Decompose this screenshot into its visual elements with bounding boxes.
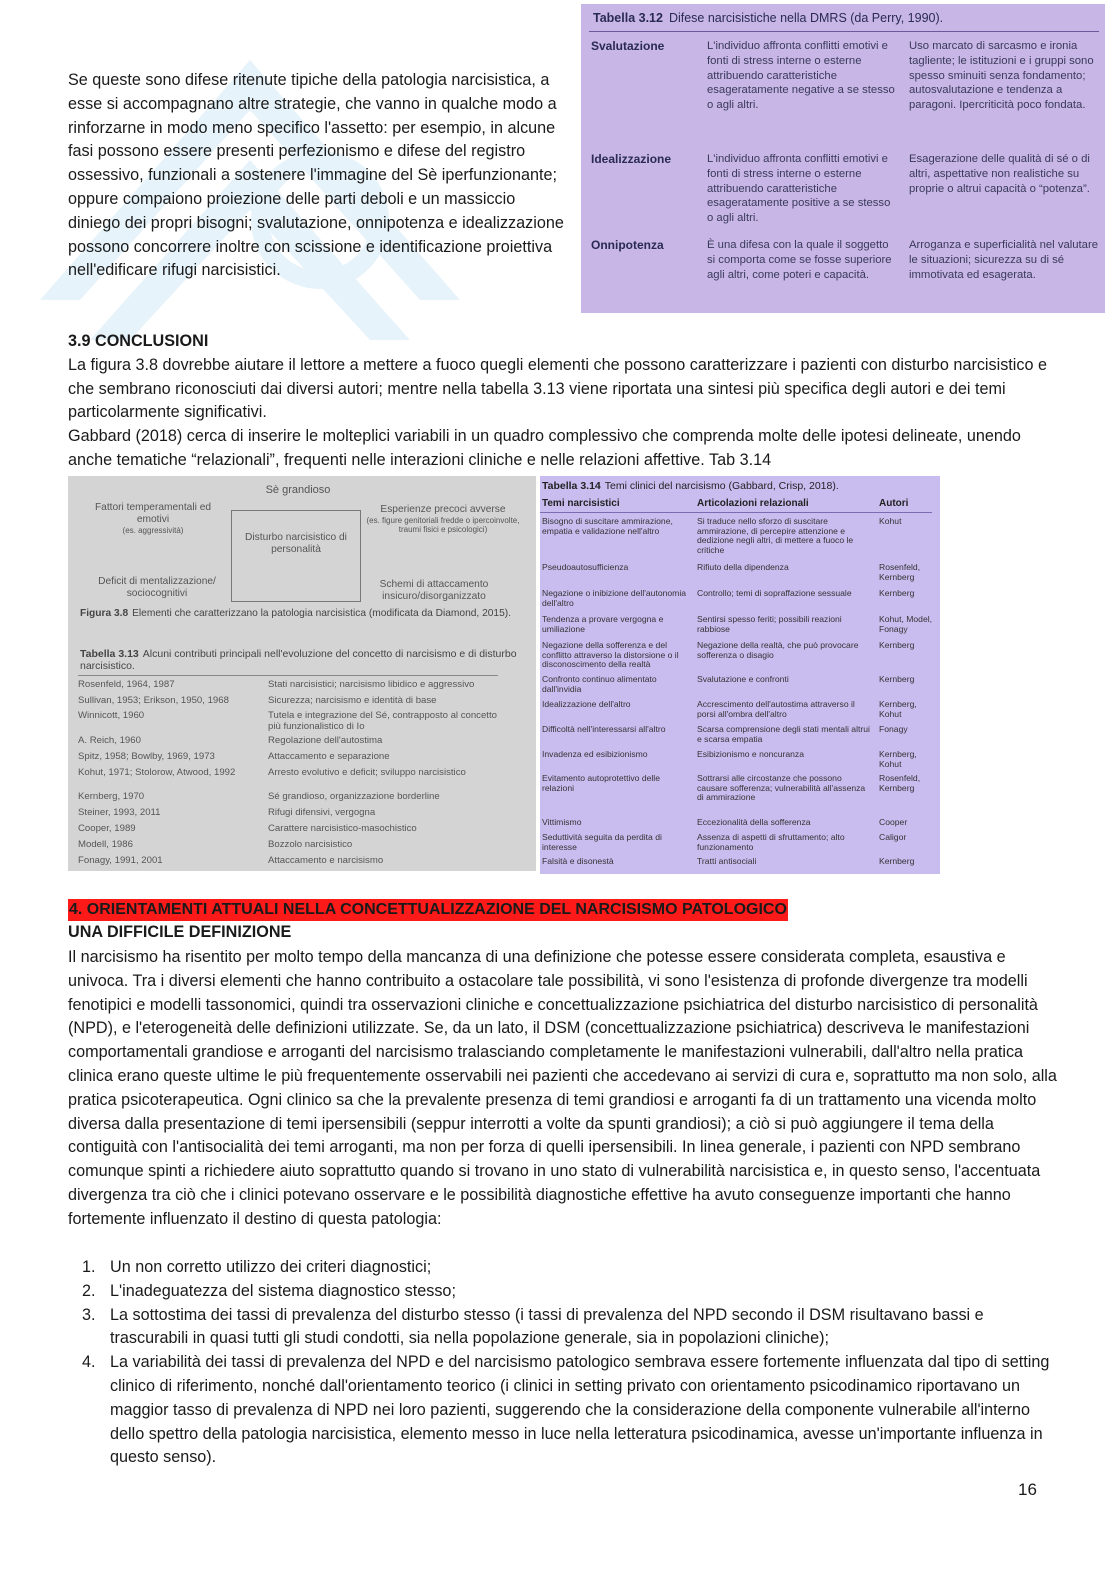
figure-caption: Figura 3.8 Elementi che caratterizzano la patologia narcisistica (modificata da Diamond, 2015). [80, 608, 511, 619]
table-3-13-title: Tabella 3.13 Alcuni contributi principali nell'evoluzione del concetto di narcisismo e di disturbo narcisistico. [80, 648, 517, 672]
section-paragraph: Gabbard (2018) cerca di inserire le molteplici variabili in un quadro complessivo che comprenda molte delle ipotesi delineate, unendo anche tematiche “relazionali”, frequenti nelle interazioni cliniche e nelle relazioni affettive. Tab 3.14 [68, 427, 1021, 469]
divider [589, 31, 1099, 32]
figure-3-8-photo: Sè grandioso Fattori temperamentali ed emotivi (es. aggressività) Disturbo narcisistico di personalità Esperienze precoci avverse (es. figure genitoriali fredde o ipercoinvolte, traumi fisici e psicologici) Deficit di mentalizzazione/ sociocognitivi Schemi di attaccamento insicuro/disorganizzato Figura 3.8 Elementi che caratterizzano la patologia narcisistica (modificata da Diamond, 2015). Tabella 3.13 Alcuni contributi principali nell'evoluzione del concetto di narcisismo e di disturbo narcisistico. Rosenfeld, 1964, 1987 Stati narcisistici; narcisismo libidico e aggressivo Sullivan, 1953; Erikson, 1950, 1968 Sicurezza; narcisismo e identità di base Winnicott, 1960 Tutela e integrazione del Sé, contrapposto al concetto più funzionalistico di Io A. Reich, 1960 Regolazione dell'autostima Spitz, 1958; Bowlby, 1969, 1973 Attaccamento e separazione Kohut, 1971; Stolorow, Atwood, 1992 Arresto evolutivo e deficit; sviluppo narcisistico Kernberg, 1970 Sé grandioso, organizzazione borderline Steiner, 1993, 2011 Rifugi difensivi, vergogna Cooper, 1989 Carattere narcisistico-masochistico Modell, 1986 Bozzolo narcisistico Fonagy, 1991, 2001 Attaccamento e narcisismo [68, 476, 536, 871]
chapter-title: 4. ORIENTAMENTI ATTUALI NELLA CONCETTUALIZZAZIONE DEL NARCISISMO PATOLOGICO [68, 899, 788, 921]
list-item: 3. La sottostima dei tassi di prevalenza del disturbo stesso (i tassi di prevalenza del NPD secondo il DSM risultavano bassi e trascurabili in quasi tutti gli studi condotti, sia nella popolazione generale, sia in popolazioni cliniche); [82, 1305, 984, 1348]
table-3-14-photo: Tabella 3.14 Temi clinici del narcisismo (Gabbard, Crisp, 2018). Temi narcisistici Articolazioni relazionali Autori Bisogno di suscitare ammirazione, empatia e validazione nell'altro Si traduce nello sforzo di suscitare ammirazione, di percepire attenzione e dedizione negli altri, di mettere a fuoco le critiche Kohut Pseudoautosufficienza Rifiuto della dipendenza Rosenfeld, Kernberg Negazione o inibizione dell'autonomia dell'altro Controllo; temi di sopraffazione sessuale Kernberg Tendenza a provare vergogna e umiliazione Sentirsi spesso feriti; possibili reazioni rabbiose Kohut, Model, Fonagy Negazione della sofferenza e del conflitto attraverso la distorsione o il disconoscimento della realtà Negazione della realtà, che può provocare sofferenza o disagio Kernberg Confronto continuo alimentato dall'invidia Svalutazione e confronti Kernberg Idealizzazione dell'altro Accrescimento dell'autostima attraverso il porsi all'ombra dell'altro Kernberg, Kohut Difficoltà nell'interessarsi all'altro Scarsa comprensione degli stati mentali altrui e scarsa empatia Fonagy Invadenza ed esibizionismo Esibizionismo e noncuranza Kernberg, Kohut Evitamento autoprotettivo delle relazioni Sottrarsi alle circostanze che possono causare sofferenza; vulnerabilità all'assenza di ammirazione Rosenfeld, Kernberg Vittimismo Eccezionalità della sofferenza Cooper Seduttività seguita da perdita di interesse Assenza di aspetti di sfruttamento; alto funzionamento Caligor Falsità e disonestà Tratti antisociali Kernberg [540, 476, 940, 874]
list-item: 2. L'inadeguatezza del sistema diagnostico stesso; [82, 1281, 456, 1300]
chapter-paragraph: Il narcisismo ha risentito per molto tempo della mancanza di una definizione che potesse essere considerata completa, esaustiva e univoca. Tra i diversi elementi che hanno contribuito a ostacolare tale possibilità, vi sono l'esistenza di profonde divergenze tra modelli fenotipici e modelli tassonomici, quindi tra osservazioni cliniche e concettualizzazione psichiatrica del disturbo narcisistico di personalità (NPD), e l'eterogeneità delle definizioni utilizzate. Se, da un lato, il DSM (concettualizzazione psichiatrica) descriveva le manifestazioni comportamentali grandiose e arroganti del narcisismo tralasciando completamente le manifestazioni vulnerabili, dall'altro nella pratica clinica erano queste ultime le più frequentemente osservabili nei pazienti che accedevano ai servizi di cura e, soprattutto ma non solo, alla pratica psicoterapeutica. Ogni clinico sa che la prevalente presenza di temi grandiosi e arroganti fa di un trattamento una vicenda molto diversa dalla presentazione di temi ipersensibili (seppur interrotti a volte da spunti grandiosi); a ciò si può aggiungere il tema della contiguità con l'antisocialità dei temi arroganti, ma non per forza di quelli ipersensibili. In linea generale, i pazienti con NPD sembrano comunque spinti a richiedere aiuto soprattutto quando si trovano in uno stato di vulnerabilità narcisistica e, in questo senso, l'accentuata divergenza tra ciò che i clinici potevano osservare e le possibilità diagnostiche effettive ha avuto conseguenze importanti che hanno fortemente influenzato il destino di questa patologia: [68, 948, 1057, 1228]
section-title: 3.9 CONCLUSIONI [68, 332, 209, 350]
figure-node: Esperienze precoci avverse (es. figure genitoriali fredde o ipercoinvolte, traumi fisici e psicologici) [366, 504, 520, 534]
figure-center-box [231, 510, 361, 602]
section-paragraph: La figura 3.8 dovrebbe aiutare il lettore a mettere a fuoco quegli elementi che possono caratterizzare i pazienti con disturbo narcisistico e che sembrano riconosciuti dai diversi autori; mentre nella tabella 3.13 viene riportata una sintesi più specifica degli autori e dei temi particolarmente significativi. [68, 355, 1047, 422]
intro-paragraph: Se queste sono difese ritenute tipiche della patologia narcisistica, a esse si accompagnano altre strategie, che vanno in qualche modo a rinforzarne in modo meno specifico l'assetto: per esempio, in alcune fasi possono essere presenti perfezionismo e difese del registro ossessivo, funzionali a sostenere l'immagine del Sè iperfunzionante; oppure compaiono proiezione delle parti deboli e un massiccio diniego dei propri bisogni; svalutazione, onnipotenza e idealizzazione possono concorrere inoltre con scissione e identificazione proiettiva nell'edificare rifugi narcisistici. [68, 71, 564, 280]
divider [540, 512, 932, 513]
figure-node: Disturbo narcisistico di personalità [245, 532, 347, 555]
divider [78, 675, 498, 676]
list-item: 1. Un non corretto utilizzo dei criteri diagnostici; [82, 1258, 432, 1276]
chapter-subtitle: UNA DIFFICILE DEFINIZIONE [68, 923, 292, 941]
figure-node: Fattori temperamentali ed emotivi (es. aggressività) [94, 502, 212, 535]
figure-node: Deficit di mentalizzazione/ sociocognitivi [98, 576, 216, 599]
figure-node: Schemi di attaccamento insicuro/disorganizzato [379, 579, 489, 602]
list-item: 4. La variabilità dei tassi di prevalenza del NPD e del narcisismo patologico sembrava essere fortemente influenzata dal tipo di setting clinico di riferimento, nonché dall'orientamento teorico (i clinici in setting privato con orientamento psicodinamico riportavano un maggior tasso di prevalenza di NPD nei loro pazienti, suggerendo che la considerazione della componente vulnerabile all'interno dello spettro della patologia narcisistica, elemento messo in luce nella letteratura psicodinamica, avesse un'importante influenza in questo senso). [82, 1353, 1050, 1467]
section-3-9 [68, 330, 1058, 473]
numbered-list [68, 1256, 1058, 1470]
page-number: 16 [1018, 1480, 1037, 1499]
table-3-14-title: Tabella 3.14 Temi clinici del narcisismo (Gabbard, Crisp, 2018). [542, 480, 839, 492]
figure-node: Sè grandioso [265, 484, 331, 496]
table-3-12-title: Tabella 3.12 Difese narcisistiche nella DMRS (da Perry, 1990). [593, 11, 944, 25]
table-3-12-photo: Tabella 3.12 Difese narcisistiche nella DMRS (da Perry, 1990). Svalutazione L'individuo affronta conflitti emotivi e fonti di stress interne o esterne attribuendo caratteristiche esageratamente negative a se stesso o agli altri. Uso marcato di sarcasmo e ironia tagliente; le istituzioni e i gruppi sono spesso sminuiti senza fondamento; autosvalutazione e tendenza a paragoni. Ipercriticità poco fondata. Idealizzazione L'individuo affronta conflitti emotivi e fonti di stress interne o esterne attribuendo caratteristiche esageratamente positive a se stesso o agli altri. Esagerazione delle qualità di sé o di altri, aspettative non realistiche su proprie o altrui capacità o “potenza”. Onnipotenza È una difesa con la quale il soggetto si comporta come se fosse superiore agli altri, come poteri e capacità. Arroganza e superficialità nel valutare le situazioni; sicurezza su di sé immotivata ed esagerata. [581, 4, 1105, 313]
